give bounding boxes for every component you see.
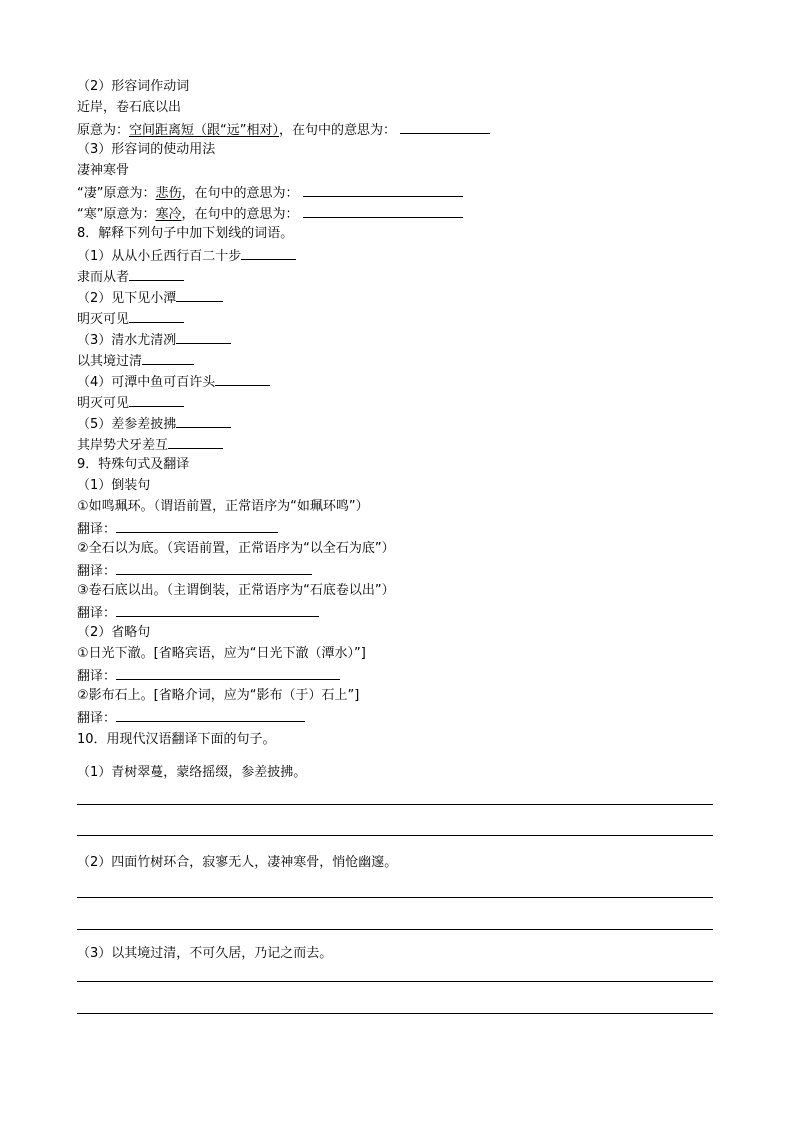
translate-label: 翻译： (77, 669, 117, 684)
q8-item (77, 247, 296, 265)
translate-label: 翻译： (77, 606, 117, 621)
answer-blank[interactable] (129, 310, 184, 323)
q8-item (77, 310, 184, 328)
qi-meaning-line (77, 184, 463, 202)
q9-sentence-4: ①日光下澈。[省略宾语，应为“日光下澈（潭水）”] (77, 646, 366, 661)
section-3-phrase: 凄神寒骨 (77, 163, 130, 178)
answer-blank[interactable] (176, 331, 231, 344)
q8-item (77, 373, 270, 391)
q9-sentence-3: ③卷石底以出。（主谓倒装，正常语序为“石底卷以出”） (77, 583, 395, 598)
q8-item (77, 331, 231, 349)
q8-item (77, 268, 184, 286)
q8-item-text: 以其境过清 (77, 354, 143, 369)
answer-blank[interactable] (215, 373, 270, 386)
qi-prefix: “凄”原意为： (77, 186, 156, 201)
q9-translate-4 (77, 667, 340, 685)
q8-item (77, 415, 231, 433)
answer-blank[interactable] (129, 394, 184, 407)
han-meaning: 寒冷 (155, 207, 182, 222)
q9-sub-inversion: （1）倒装句 (77, 478, 151, 493)
han-prefix: “寒”原意为： (77, 207, 156, 222)
q8-item-text: 明灭可见 (77, 396, 130, 411)
q8-item (77, 289, 223, 307)
answer-blank[interactable] (116, 562, 312, 575)
orig-suffix: ，在句中的意思为： (279, 123, 397, 138)
section-2-original-meaning (77, 121, 490, 139)
q8-item (77, 394, 184, 412)
orig-underlined: 空间距离短（跟“远”相对） (129, 123, 279, 138)
q8-item-text: （2）见下见小潭 (77, 291, 177, 306)
answer-blank[interactable] (168, 436, 223, 449)
answer-line[interactable] (77, 929, 713, 930)
han-suffix: ，在句中的意思为： (181, 207, 299, 222)
qi-suffix: ，在句中的意思为： (181, 186, 299, 201)
section-3-header: （3）形容词的使动用法 (77, 142, 216, 157)
translate-label: 翻译： (77, 522, 117, 537)
q8-title: 8．解释下列句子中加下划线的词语。 (77, 226, 294, 241)
q10-sentence-3: （3）以其境过清，不可久居，乃记之而去。 (77, 946, 333, 961)
qi-meaning: 悲伤 (155, 186, 182, 201)
q8-item-text: 其岸势犬牙差互 (77, 438, 169, 453)
q9-translate-5 (77, 709, 305, 727)
answer-blank[interactable] (116, 709, 305, 722)
answer-line[interactable] (77, 981, 713, 982)
q8-item (77, 436, 223, 454)
answer-blank[interactable] (241, 247, 296, 260)
q9-translate-1 (77, 520, 278, 538)
han-meaning-line (77, 205, 463, 223)
q10-sentence-1: （1）青树翠蔓，蒙络摇缀，参差披拂。 (77, 765, 307, 780)
q8-item-text: （1）从从小丘西行百二十步 (77, 249, 242, 264)
q8-item-text: 隶而从者 (77, 270, 130, 285)
q8-item-text: （5）差参差披拂 (77, 417, 177, 432)
section-2-phrase: 近岸，卷石底以出 (77, 100, 182, 115)
section-2-header: （2）形容词作动词 (77, 79, 190, 94)
answer-blank[interactable] (176, 415, 231, 428)
q9-sentence-5: ②影布石上。[省略介词，应为“影布（于）石上”] (77, 688, 360, 703)
translate-label: 翻译： (77, 711, 117, 726)
q8-item-text: （3）清水尤清冽 (77, 333, 177, 348)
answer-line[interactable] (77, 804, 713, 805)
answer-blank[interactable] (142, 352, 194, 365)
answer-line[interactable] (77, 1013, 713, 1014)
q8-item (77, 352, 194, 370)
q9-sub-ellipsis: （2）省略句 (77, 625, 151, 640)
answer-blank[interactable] (129, 268, 184, 281)
translate-label: 翻译： (77, 564, 117, 579)
q8-item-text: （4）可潭中鱼可百许头 (77, 375, 216, 390)
q9-translate-3 (77, 604, 319, 622)
q9-translate-2 (77, 562, 312, 580)
q9-sentence-1: ①如鸣珮环。（谓语前置，正常语序为“如珮环鸣”） (77, 499, 369, 514)
answer-blank[interactable] (116, 667, 340, 680)
orig-prefix: 原意为： (77, 123, 130, 138)
answer-line[interactable] (77, 897, 713, 898)
q10-sentence-2: （2）四面竹树环合，寂寥无人，凄神寒骨，悄怆幽邃。 (77, 855, 398, 870)
answer-blank[interactable] (116, 520, 278, 533)
answer-blank[interactable] (176, 289, 223, 302)
q8-item-text: 明灭可见 (77, 312, 130, 327)
answer-line[interactable] (77, 835, 713, 836)
q9-title: 9．特殊句式及翻译 (77, 457, 190, 472)
answer-blank[interactable] (303, 184, 463, 197)
answer-blank[interactable] (116, 604, 319, 617)
answer-blank[interactable] (400, 121, 490, 134)
q9-sentence-2: ②全石以为底。（宾语前置，正常语序为“以全石为底”） (77, 541, 395, 556)
answer-blank[interactable] (303, 205, 463, 218)
q10-title: 10．用现代汉语翻译下面的句子。 (77, 732, 276, 747)
